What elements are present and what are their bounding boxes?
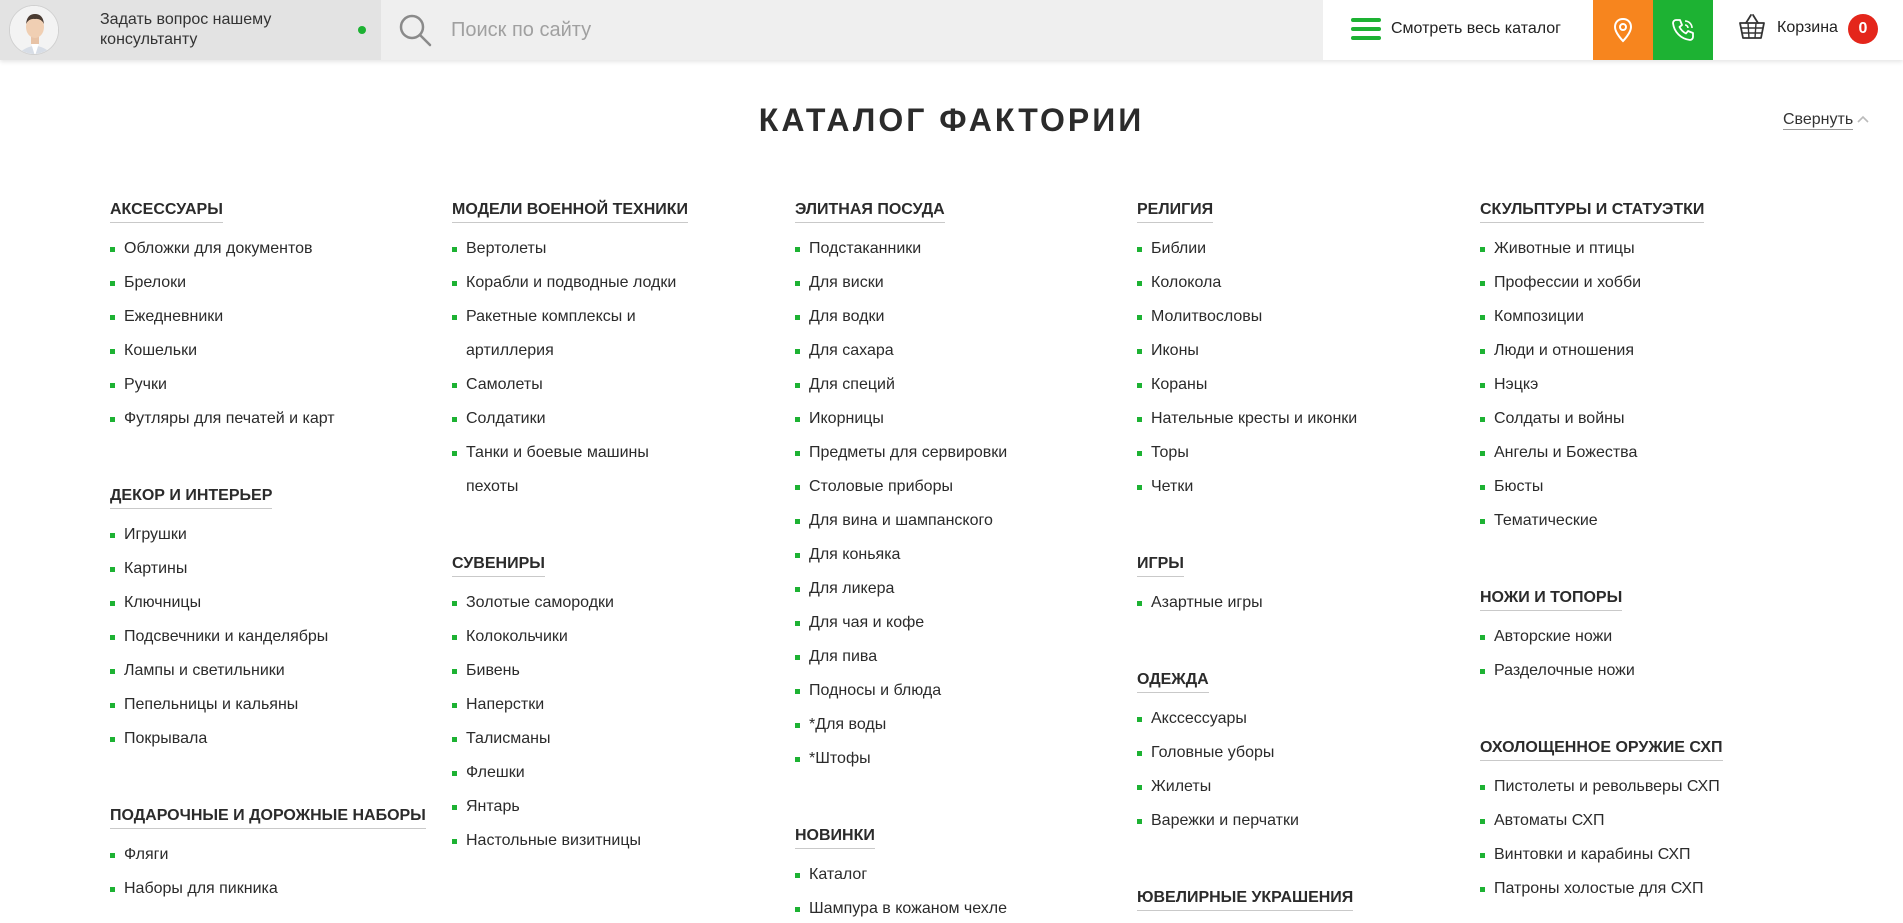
catalog-group-title[interactable]: СУВЕНИРЫ (452, 554, 545, 577)
catalog-item[interactable]: Предметы для сервировки (795, 436, 1115, 470)
catalog-item[interactable]: Ручки (110, 368, 430, 402)
catalog-item[interactable]: Футляры для печатей и карт (110, 402, 430, 436)
catalog-column-4 (1137, 200, 1457, 923)
catalog-item[interactable]: Колокольчики (452, 620, 772, 654)
cart-button[interactable] (1713, 0, 1903, 60)
avatar (9, 5, 59, 55)
catalog-group-title[interactable]: НОЖИ И ТОПОРЫ (1480, 588, 1622, 611)
catalog-item[interactable]: Тематические (1480, 504, 1800, 538)
catalog-item[interactable]: Золотые самородки (452, 586, 772, 620)
catalog-group (1137, 200, 1457, 504)
catalog-group (452, 554, 772, 858)
catalog-group-title[interactable]: ОДЕЖДА (1137, 670, 1209, 693)
catalog-item-list (1480, 620, 1800, 688)
catalog-group (1137, 888, 1457, 920)
catalog-item-list (110, 232, 430, 436)
catalog-item[interactable]: Покрывала (110, 722, 430, 756)
catalog-group-title[interactable]: АКСЕССУАРЫ (110, 200, 223, 223)
catalog-column-5 (1480, 200, 1800, 923)
online-dot-icon (358, 26, 366, 34)
catalog-item[interactable]: Библии (1137, 232, 1457, 266)
catalog-column-1 (110, 200, 430, 923)
catalog-group-title[interactable]: ДЕКОР И ИНТЕРЬЕР (110, 486, 272, 509)
consultant-text: Задать вопрос нашему консультанту (100, 11, 272, 48)
catalog-item[interactable]: Самолеты (452, 368, 692, 402)
catalog-item[interactable]: Для вина и шампанского (795, 504, 1115, 538)
catalog-item[interactable]: Пепельницы и кальяны (110, 688, 430, 722)
catalog-item[interactable]: *Штофы (795, 742, 1115, 776)
catalog-item[interactable]: Профессии и хобби (1480, 266, 1800, 300)
catalog-item[interactable]: Ангелы и Божества (1480, 436, 1800, 470)
catalog-item[interactable]: Кораны (1137, 368, 1457, 402)
catalog-item[interactable]: Подносы и блюда (795, 674, 1115, 708)
location-icon (1610, 17, 1636, 43)
catalog-item[interactable]: Ежедневники (110, 300, 430, 334)
catalog-item[interactable]: Для сахара (795, 334, 1115, 368)
menu-icon (1351, 17, 1381, 41)
catalog-item-list (452, 232, 692, 504)
catalog-group (795, 200, 1115, 776)
catalog-item[interactable]: Авторские ножи (1480, 620, 1800, 654)
catalog-item-list (1137, 702, 1457, 838)
catalog-group (110, 806, 430, 906)
catalog-item-list (1480, 232, 1800, 538)
catalog-item[interactable]: Подсвечники и канделябры (110, 620, 430, 654)
catalog-item-list (110, 838, 430, 906)
catalog-group (795, 826, 1115, 923)
catalog-item[interactable]: Для коньяка (795, 538, 1115, 572)
view-catalog-label: Смотреть весь каталог (1391, 20, 1561, 37)
cart-count-badge: 0 (1848, 14, 1878, 44)
catalog-item[interactable]: Лампы и светильники (110, 654, 430, 688)
catalog-item[interactable]: Для ликера (795, 572, 1115, 606)
catalog-group-title[interactable]: ЮВЕЛИРНЫЕ УКРАШЕНИЯ (1137, 888, 1353, 911)
catalog-group (110, 200, 430, 436)
catalog-item[interactable]: Наборы для пикника (110, 872, 430, 906)
cart-label: Корзина (1777, 19, 1838, 36)
catalog-item[interactable]: Варежки и перчатки (1137, 804, 1457, 838)
catalog-item[interactable]: Для водки (795, 300, 1115, 334)
catalog-item[interactable]: Обложки для документов (110, 232, 430, 266)
catalog-item-list (795, 232, 1115, 776)
catalog-item[interactable]: Кошельки (110, 334, 430, 368)
catalog-item[interactable]: Шампура в кожаном чехле (795, 892, 1115, 923)
catalog-item[interactable]: Янтарь (452, 790, 772, 824)
catalog-item[interactable]: Четки (1137, 470, 1457, 504)
catalog-group-title[interactable]: ПОДАРОЧНЫЕ И ДОРОЖНЫЕ НАБОРЫ (110, 806, 426, 829)
catalog-item[interactable]: *Для воды (795, 708, 1115, 742)
catalog-item[interactable]: Винтовки и карабины СХП (1480, 838, 1800, 872)
page-title: КАТАЛОГ ФАКТОРИИ (758, 102, 1145, 138)
catalog-group (1137, 670, 1457, 838)
catalog-item[interactable]: Разделочные ножи (1480, 654, 1800, 688)
catalog-item[interactable]: Столовые приборы (795, 470, 1115, 504)
search-bar (381, 0, 1323, 60)
catalog-item[interactable]: Корабли и подводные лодки (452, 266, 692, 300)
collapse-link[interactable]: Свернуть (1783, 111, 1854, 128)
catalog-item[interactable]: Нательные кресты и иконки (1137, 402, 1457, 436)
catalog-item[interactable]: Солдаты и войны (1480, 402, 1800, 436)
catalog-item[interactable]: Животные и птицы (1480, 232, 1800, 266)
catalog-item-list (1137, 586, 1457, 620)
catalog-item[interactable]: Флешки (452, 756, 772, 790)
catalog-item[interactable]: Икорницы (795, 402, 1115, 436)
catalog-item[interactable]: Пистолеты и револьверы СХП (1480, 770, 1800, 804)
catalog-item[interactable]: Фляги (110, 838, 430, 872)
catalog-item[interactable]: Для виски (795, 266, 1115, 300)
catalog-group-title[interactable]: ОХОЛОЩЕННОЕ ОРУЖИЕ СХП (1480, 738, 1723, 761)
catalog-item[interactable]: Наперстки (452, 688, 772, 722)
catalog-group-title[interactable]: НОВИНКИ (795, 826, 875, 849)
catalog-group-title[interactable]: ЭЛИТНАЯ ПОСУДА (795, 200, 945, 223)
catalog-item[interactable]: Молитвословы (1137, 300, 1457, 334)
catalog-item[interactable]: Патроны холостые для СХП (1480, 872, 1800, 906)
catalog-item[interactable]: Колокола (1137, 266, 1457, 300)
catalog-item-list (110, 518, 430, 756)
location-button[interactable] (1593, 0, 1653, 60)
catalog-item[interactable]: Иконы (1137, 334, 1457, 368)
catalog-item-list (795, 858, 1115, 923)
catalog-item[interactable]: Торы (1137, 436, 1457, 470)
catalog-group (1480, 588, 1800, 688)
catalog-item[interactable]: Для специй (795, 368, 1115, 402)
catalog-group (1137, 554, 1457, 620)
catalog-item[interactable]: Люди и отношения (1480, 334, 1800, 368)
catalog-item[interactable]: Для пива (795, 640, 1115, 674)
catalog-group-title[interactable]: МОДЕЛИ ВОЕННОЙ ТЕХНИКИ (452, 200, 688, 223)
catalog-item[interactable]: Талисманы (452, 722, 772, 756)
search-input[interactable] (451, 10, 1301, 50)
chevron-up-icon[interactable] (1856, 113, 1870, 125)
catalog-group-title[interactable]: ИГРЫ (1137, 554, 1184, 577)
catalog-item[interactable]: Танки и боевые машины пехоты (452, 436, 692, 504)
catalog-item-list (1137, 232, 1457, 504)
catalog-item[interactable]: Бюсты (1480, 470, 1800, 504)
catalog-group (1480, 738, 1800, 906)
catalog-column-2 (452, 200, 772, 908)
catalog-item-list (1480, 770, 1800, 906)
catalog-item[interactable]: Головные уборы (1137, 736, 1457, 770)
catalog-item[interactable]: Жилеты (1137, 770, 1457, 804)
ask-consultant-button[interactable] (0, 0, 381, 60)
catalog-item[interactable]: Солдатики (452, 402, 692, 436)
catalog-item[interactable]: Картины (110, 552, 430, 586)
catalog-group (110, 486, 430, 756)
catalog-item[interactable]: Азартные игры (1137, 586, 1457, 620)
view-catalog-button[interactable] (1323, 0, 1593, 60)
catalog-item[interactable]: Подстаканники (795, 232, 1115, 266)
catalog-group-title[interactable]: РЕЛИГИЯ (1137, 200, 1213, 223)
catalog-item[interactable]: Акссессуары (1137, 702, 1457, 736)
catalog-item[interactable]: Настольные визитницы (452, 824, 772, 858)
catalog-group (452, 200, 772, 504)
phone-button[interactable] (1653, 0, 1713, 60)
catalog-item[interactable]: Нэцкэ (1480, 368, 1800, 402)
catalog-item[interactable]: Композиции (1480, 300, 1800, 334)
catalog-group-title[interactable]: СКУЛЬПТУРЫ И СТАТУЭТКИ (1480, 200, 1704, 223)
catalog-item[interactable]: Игрушки (110, 518, 430, 552)
catalog-column-3 (795, 200, 1115, 923)
site-header (0, 0, 1903, 60)
catalog-item[interactable]: Каталог (795, 858, 1115, 892)
catalog-item[interactable]: Вертолеты (452, 232, 692, 266)
catalog-item[interactable]: Бивень (452, 654, 772, 688)
catalog-item[interactable]: Автоматы СХП (1480, 804, 1800, 838)
catalog-item[interactable]: Ключницы (110, 586, 430, 620)
cart-icon (1737, 12, 1767, 42)
catalog-item-list (452, 586, 772, 858)
catalog-item[interactable]: Брелоки (110, 266, 430, 300)
catalog-item[interactable]: Ракетные комплексы и артиллерия (452, 300, 692, 368)
search-icon[interactable] (397, 12, 433, 48)
catalog-item[interactable]: Для чая и кофе (795, 606, 1115, 640)
phone-icon (1670, 17, 1696, 43)
catalog-group (1480, 200, 1800, 538)
